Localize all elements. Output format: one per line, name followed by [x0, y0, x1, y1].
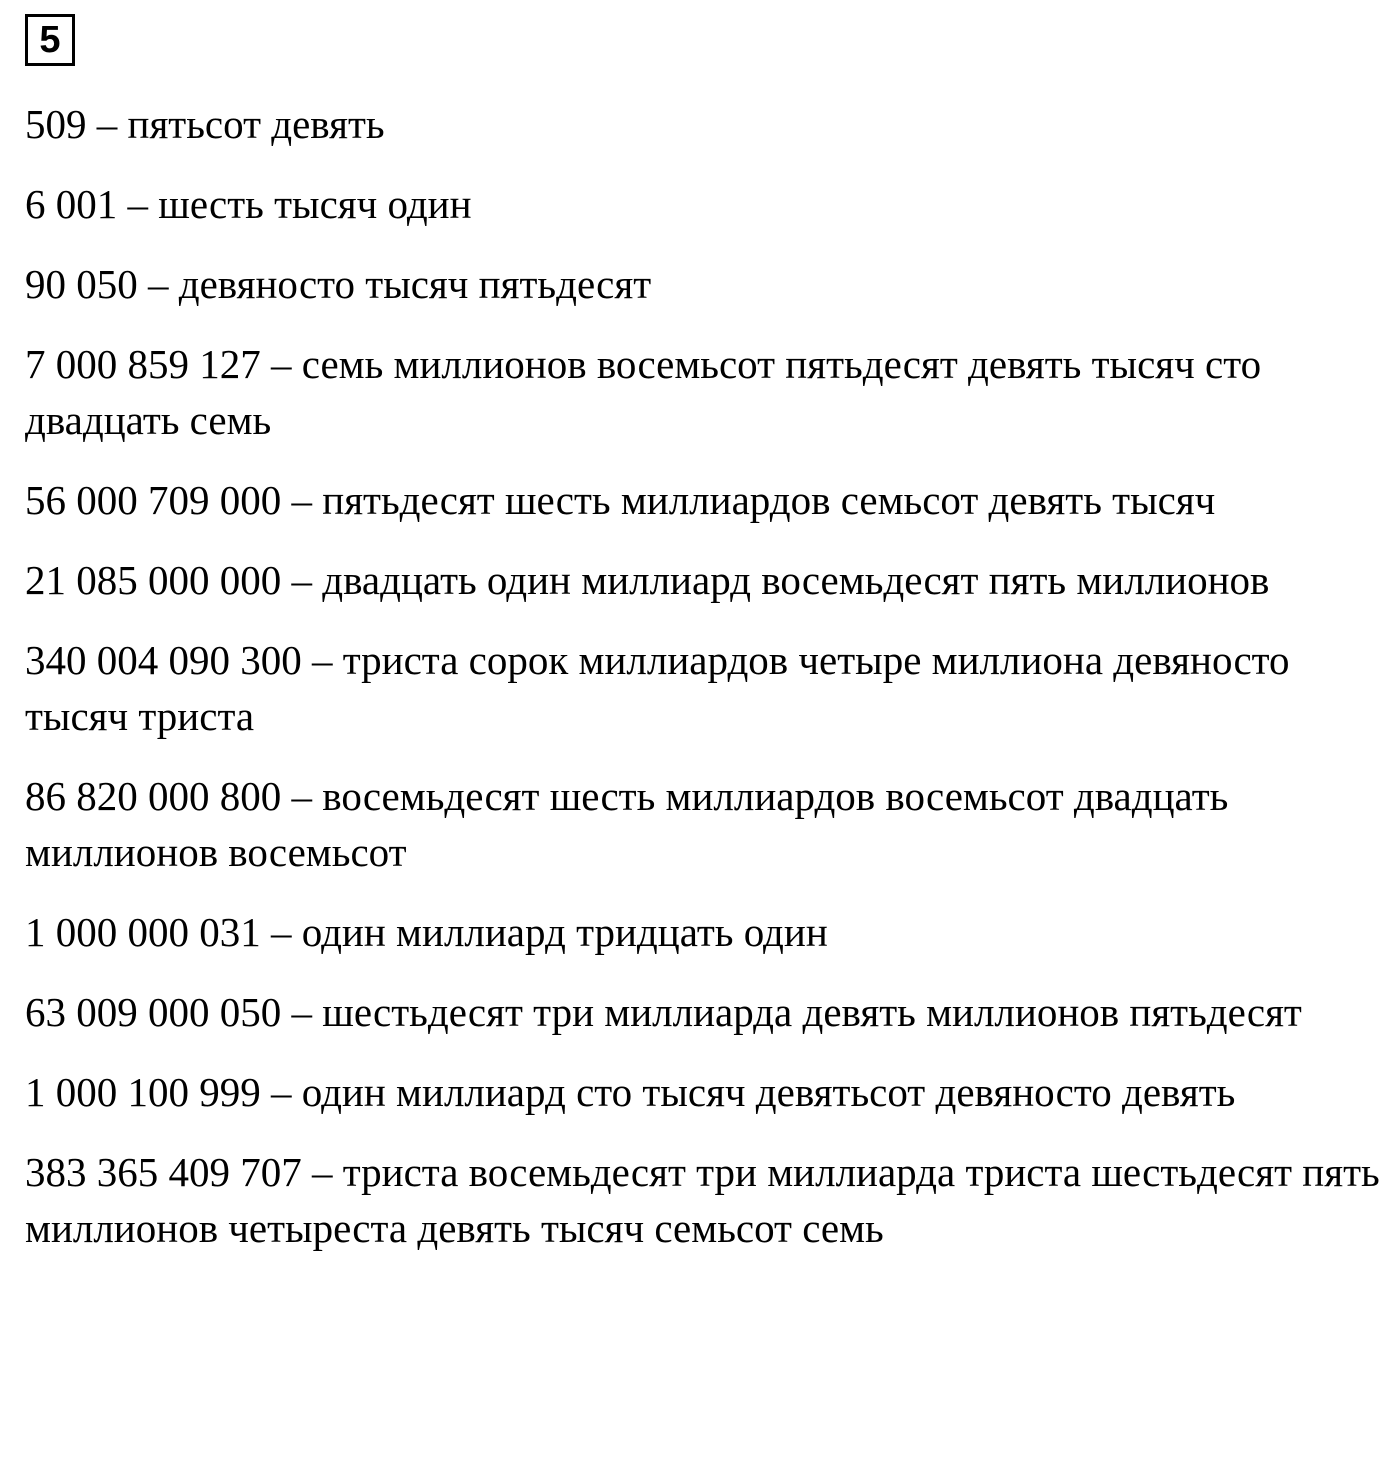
number-entry: 340 004 090 300 – триста сорок миллиардов четыре миллиона девяносто тысяч триста: [25, 637, 1290, 739]
task-number-box: 5: [25, 14, 75, 66]
number-entry: 56 000 709 000 – пятьдесят шесть миллиардов семьсот девять тысяч: [25, 477, 1216, 523]
number-entry: 1 000 000 031 – один миллиард тридцать один: [25, 909, 828, 955]
number-entry: 86 820 000 800 – восемьдесят шесть миллиардов восемьсот двадцать миллионов восемьсот: [25, 773, 1229, 875]
number-entry: 383 365 409 707 – триста восемьдесят три миллиарда триста шестьдесят пять миллионов четыреста девять тысяч семьсот семь: [25, 1149, 1380, 1251]
number-entry: 7 000 859 127 – семь миллионов восемьсот пятьдесят девять тысяч сто двадцать семь: [25, 341, 1262, 443]
number-entry: 509 – пятьсот девять: [25, 101, 385, 147]
number-list: [25, 96, 1385, 1256]
number-entry: 90 050 – девяносто тысяч пятьдесят: [25, 261, 652, 307]
number-entry: 6 001 – шесть тысяч один: [25, 181, 472, 227]
number-entry: 63 009 000 050 – шестьдесят три миллиарда девять миллионов пятьдесят: [25, 989, 1302, 1035]
number-entry: 21 085 000 000 – двадцать один миллиард восемьдесят пять миллионов: [25, 557, 1270, 603]
document-page: [25, 14, 1385, 1280]
number-entry: 1 000 100 999 – один миллиард сто тысяч девятьсот девяносто девять: [25, 1069, 1236, 1115]
